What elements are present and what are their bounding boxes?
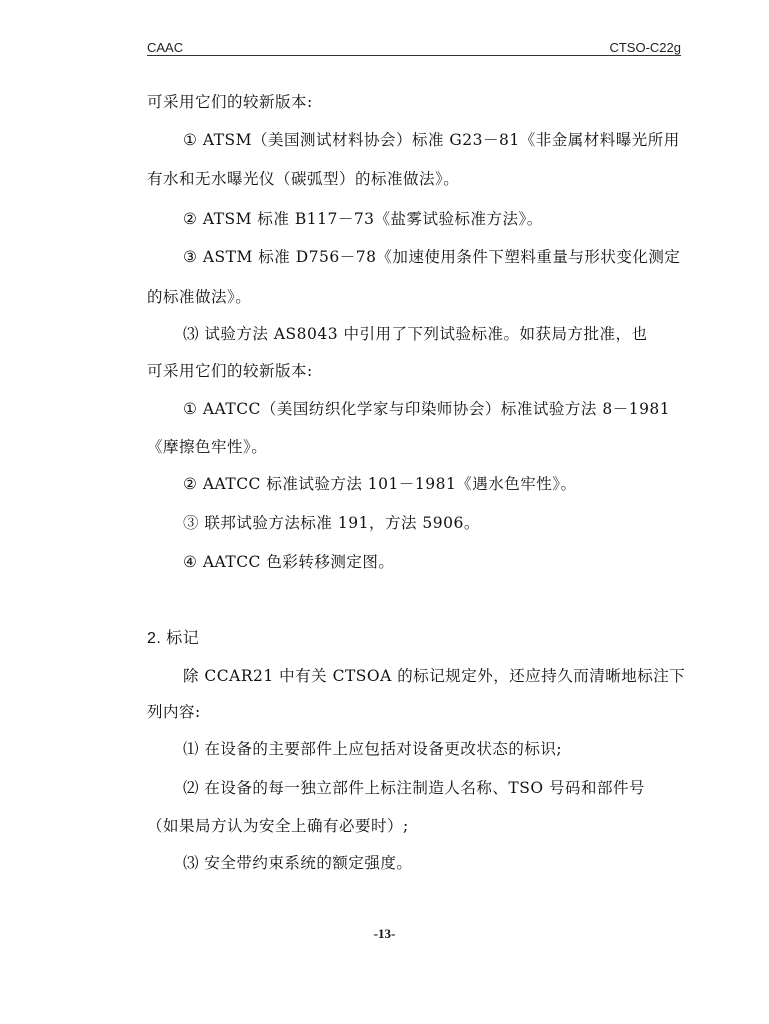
text-line: 有水和无水曝光仪（碳弧型）的标准做法》。	[147, 170, 460, 188]
text-line: ⑵ 在设备的每一独立部件上标注制造人名称、TSO 号码和部件号	[183, 779, 646, 797]
page-number: -13-	[373, 926, 396, 941]
text-line: ① AATCC（美国纺织化学家与印染师协会）标准试验方法 8－1981	[183, 400, 671, 418]
section-title: 2. 标记	[147, 630, 200, 647]
text-line: ③ 联邦试验方法标准 191，方法 5906。	[183, 514, 480, 532]
text-line: 除 CCAR21 中有关 CTSOA 的标记规定外，还应持久而清晰地标注下	[183, 667, 686, 685]
text-line: 可采用它们的较新版本:	[147, 93, 313, 111]
text-line: ① ATSM（美国测试材料协会）标准 G23－81《非金属材料曝光所用	[183, 131, 680, 149]
text-line: ② AATCC 标准试验方法 101－1981《遇水色牢性》。	[183, 475, 577, 493]
text-line: 列内容:	[147, 703, 201, 721]
text-line: ④ AATCC 色彩转移测定图。	[183, 553, 395, 571]
text-line: ⑶ 安全带约束系统的额定强度。	[183, 854, 413, 872]
text-line: ⑶ 试验方法 AS8043 中引用了下列试验标准。如获局方批准，也	[183, 325, 648, 343]
text-line: ⑴ 在设备的主要部件上应包括对设备更改状态的标识;	[183, 740, 563, 758]
text-line: ③ ASTM 标准 D756－78《加速使用条件下塑料重量与形状变化测定	[183, 248, 681, 266]
header-rule	[147, 55, 681, 56]
text-line: （如果局方认为安全上确有必要时）;	[147, 817, 409, 835]
header-right-doc-id: CTSO-C22g	[609, 40, 681, 55]
header-left-caac: CAAC	[147, 40, 184, 55]
text-line: 的标准做法》。	[147, 288, 252, 306]
text-line: 《摩擦色牢性》。	[147, 438, 268, 456]
text-line: ② ATSM 标准 B117－73《盐雾试验标准方法》。	[183, 210, 543, 228]
text-line: 可采用它们的较新版本:	[147, 362, 313, 380]
